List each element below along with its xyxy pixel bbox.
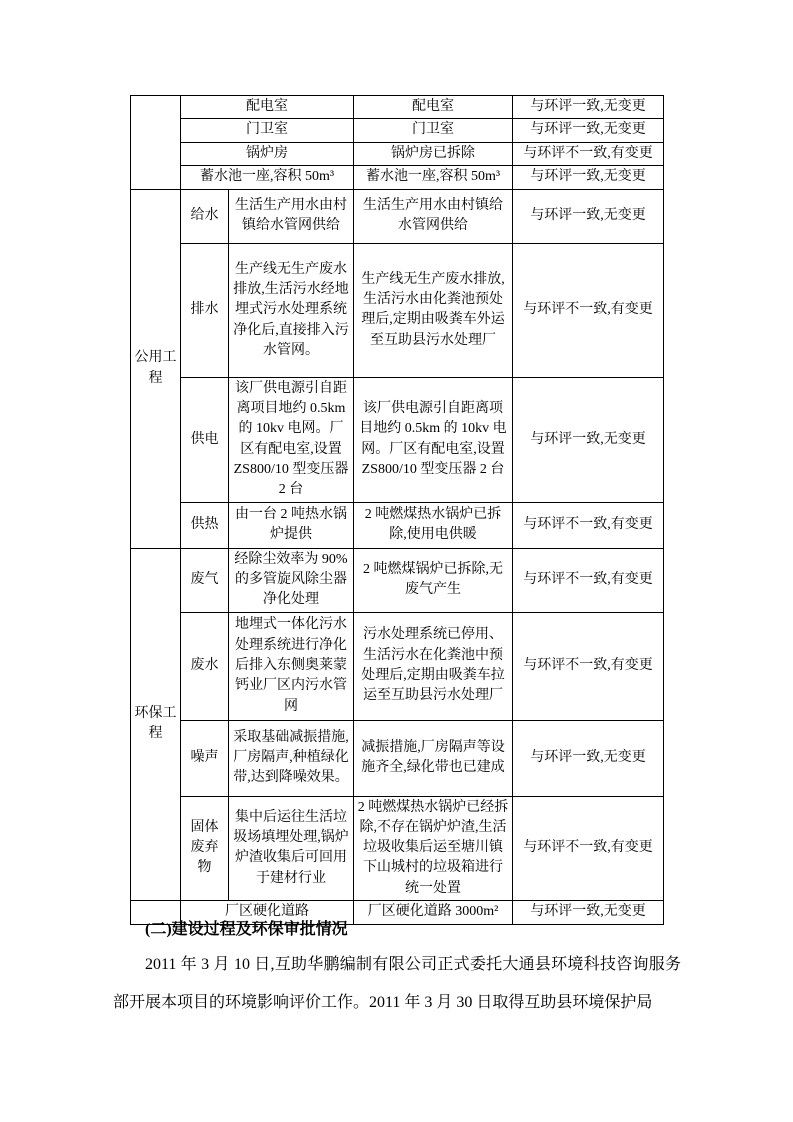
status-cell: 与环评不一致,有变更 xyxy=(513,796,664,900)
status-cell: 与环评一致,无变更 xyxy=(513,720,664,796)
status-cell: 与环评不一致,有变更 xyxy=(513,548,664,612)
row-group-label: 公用工程 xyxy=(131,189,181,548)
item-cell: 蓄水池一座,容积 50m³ xyxy=(181,165,354,189)
row-label: 给水 xyxy=(181,189,229,243)
epia-cell: 由一台 2 吨热水锅炉提供 xyxy=(229,502,354,548)
status-cell: 与环评不一致,有变更 xyxy=(513,502,664,548)
table-row xyxy=(131,796,664,900)
actual-cell: 2 吨燃煤锅炉已拆除,无废气产生 xyxy=(354,548,513,612)
epia-cell: 生产线无生产废水排放,生活污水经地埋式污水处理系统净化后,直接排入污水管网。 xyxy=(229,243,354,377)
row-label: 废水 xyxy=(181,612,229,720)
table-row xyxy=(131,720,664,796)
body-paragraph: 2011 年 3 月 10 日,互助华鹏编制有限公司正式委托大通县环境科技咨询服务部开展本项目的环境影响评价工作。2011 年 3 月 30 日取得互助县环境保护局 xyxy=(113,956,681,1011)
actual-cell: 蓄水池一座,容积 50m³ xyxy=(354,165,513,189)
table-row xyxy=(131,96,664,119)
table-row xyxy=(131,612,664,720)
row-label: 固体废弃物 xyxy=(181,796,229,900)
actual-cell: 生活生产用水由村镇给水管网供给 xyxy=(354,189,513,243)
status-cell: 与环评不一致,有变更 xyxy=(513,243,664,377)
section-heading: (二)建设过程及环保审批情况 xyxy=(145,921,348,938)
item-cell: 锅炉房 xyxy=(181,142,354,165)
row-group-label: 环保工程 xyxy=(131,548,181,900)
status-cell: 与环评一致,无变更 xyxy=(513,165,664,189)
actual-cell: 2 吨燃煤热水锅炉已拆除,使用电供暖 xyxy=(354,502,513,548)
status-cell: 与环评一致,无变更 xyxy=(513,901,664,925)
row-label: 排水 xyxy=(181,243,229,377)
actual-cell: 锅炉房已拆除 xyxy=(354,142,513,165)
table-row xyxy=(131,548,664,612)
epia-cell: 该厂供电源引自距离项目地约 0.5km 的 10kv 电网。厂区有配电室,设置 ZS800/10 型变压器 2 台 xyxy=(229,377,354,502)
item-cell: 配电室 xyxy=(181,96,354,119)
actual-cell: 该厂供电源引自距离项目地约 0.5km 的 10kv 电网。厂区有配电室,设置 ZS800/10 型变压器 2 台 xyxy=(354,377,513,502)
item-cell: 门卫室 xyxy=(181,119,354,142)
epia-cell: 经除尘效率为 90%的多管旋风除尘器净化处理 xyxy=(229,548,354,612)
row-label: 噪声 xyxy=(181,720,229,796)
item-cell: 厂区硬化道路 xyxy=(181,901,354,925)
status-cell: 与环评不一致,有变更 xyxy=(513,142,664,165)
row-label: 废气 xyxy=(181,548,229,612)
status-cell: 与环评一致,无变更 xyxy=(513,377,664,502)
table-row xyxy=(131,502,664,548)
actual-cell: 污水处理系统已停用、生活污水在化粪池中预处理后,定期由吸粪车拉运至互助县污水处理厂 xyxy=(354,612,513,720)
row-group-empty-cell xyxy=(131,96,181,190)
actual-cell: 配电室 xyxy=(354,96,513,119)
table-row xyxy=(131,189,664,243)
table-row xyxy=(131,119,664,142)
epia-cell: 采取基础减振措施,厂房隔声,种植绿化带,达到降噪效果。 xyxy=(229,720,354,796)
status-cell: 与环评不一致,有变更 xyxy=(513,612,664,720)
actual-cell: 减振措施,厂房隔声等设施齐全,绿化带也已建成 xyxy=(354,720,513,796)
epia-cell: 集中后运往生活垃圾场填埋处理,锅炉炉渣收集后可回用于建材行业 xyxy=(229,796,354,900)
row-label: 供电 xyxy=(181,377,229,502)
status-cell: 与环评一致,无变更 xyxy=(513,119,664,142)
table-row xyxy=(131,165,664,189)
compliance-table xyxy=(130,95,664,925)
actual-cell: 门卫室 xyxy=(354,119,513,142)
epia-cell: 地埋式一体化污水处理系统进行净化后排入东侧奥莱蒙钙业厂区内污水管网 xyxy=(229,612,354,720)
epia-cell: 生活生产用水由村镇给水管网供给 xyxy=(229,189,354,243)
table-row xyxy=(131,243,664,377)
table-row xyxy=(131,377,664,502)
status-cell: 与环评一致,无变更 xyxy=(513,189,664,243)
row-label: 供热 xyxy=(181,502,229,548)
actual-cell: 厂区硬化道路 3000m² xyxy=(354,901,513,925)
status-cell: 与环评一致,无变更 xyxy=(513,96,664,119)
table-row xyxy=(131,142,664,165)
actual-cell: 2 吨燃煤热水锅炉已经拆除,不存在锅炉炉渣,生活垃圾收集后运至塘川镇下山城村的垃圾箱进行统一处置 xyxy=(354,796,513,900)
actual-cell: 生产线无生产废水排放,生活污水由化粪池预处理后,定期由吸粪车外运至互助县污水处理厂 xyxy=(354,243,513,377)
